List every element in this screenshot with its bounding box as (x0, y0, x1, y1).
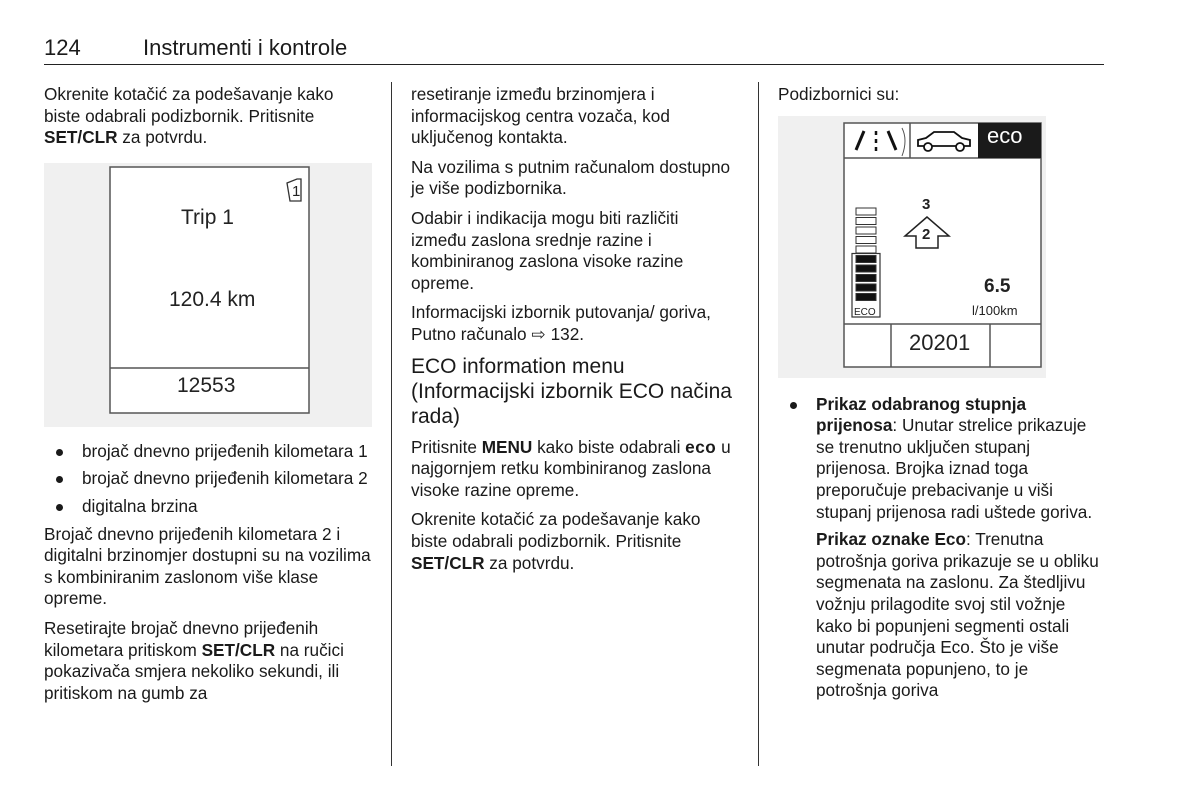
eco-segment-empty (856, 227, 876, 234)
column-divider-2 (758, 82, 759, 766)
column-divider-1 (391, 82, 392, 766)
column-2 (411, 84, 736, 582)
eco-segment-filled (856, 274, 876, 281)
list-item: Prikaz odabranog stupnja prijenosa: Unutar strelice prikazuje se trenutno uključen stupanj prijenosa. Brojka iznad toga preporučuje prebacivanje u viši stupanj prijenosa radi uštede goriva. (778, 394, 1103, 524)
page-number: 124 (44, 35, 81, 60)
page-title: Instrumenti i kontrole (143, 35, 348, 60)
eco-display-figure (778, 116, 1046, 378)
col2-paragraph-1: resetiranje između brzinomjera i informacijskog centra vozača, kod uključenog kontakta. (411, 84, 670, 148)
col2-paragraph-3: Odabir i indikacija mogu biti različiti između zaslona srednje razine i kombiniranog zaslona visoke razine opreme. (411, 207, 684, 293)
col2-paragraph-6: Okrenite kotačić za podešavanje kako biste odabrali podizbornik. Pritisnite SET/CLR za potvrdu. (411, 509, 701, 573)
column-3 (778, 84, 1103, 702)
page-reference-link[interactable]: ⇨ 132. (531, 323, 585, 344)
column-1 (44, 84, 374, 712)
col2-paragraph-5: Pritisnite MENU kako biste odabrali eco u najgornjem retku kombiniranog zaslona visoke razine opreme. (411, 436, 731, 500)
consumption-value: 6.5 (984, 275, 1011, 297)
list-item: brojač dnevno prijeđenih kilometara 2 (44, 468, 374, 490)
trip-distance: 120.4 km (169, 287, 256, 311)
eco-tab-label[interactable]: eco (987, 122, 1023, 148)
trip-display-figure (44, 163, 372, 427)
col2-paragraph-4: Informacijski izbornik putovanja/ goriva, Putno računalo ⇨ 132. (411, 302, 711, 344)
trip-odometer: 12553 (177, 373, 236, 397)
recommended-gear: 3 (922, 195, 931, 213)
eco-zone-label: ECO (854, 306, 876, 318)
page-header (44, 34, 1104, 65)
list-item: digitalna brzina (44, 496, 374, 518)
eco-segment-empty (856, 208, 876, 215)
eco-segment-filled (856, 293, 876, 300)
current-gear: 2 (922, 225, 931, 243)
eco-symbol: eco (685, 436, 717, 457)
eco-segment-empty (856, 236, 876, 243)
eco-odometer: 20201 (909, 329, 971, 355)
eco-segment-filled (856, 284, 876, 291)
trip-label: Trip 1 (181, 205, 234, 229)
trip-corner-label: 1 (292, 182, 301, 200)
col1-paragraph-1: Okrenite kotačić za podešavanje kako biste odabrali podizbornik. Pritisnite SET/CLR za potvrdu. (44, 84, 334, 148)
eco-segment-empty (856, 217, 876, 224)
list-item-continued: Prikaz oznake Eco: Trenutna potrošnja goriva prikazuje se u obliku segmenata na zaslonu. Za štedljivu vožnju prilagodite svoj stil vožnje kako bi popunjeni segmenti ostali unutar područja Eco. Što je više segmenata popunjeno, to je potrošnja goriva (816, 529, 1099, 701)
col1-paragraph-3: Resetirajte brojač dnevno prijeđenih kilometara pritiskom SET/CLR na ručici pokazivača smjera nekoliko sekundi, ili pritiskom na gumb za (44, 617, 344, 703)
eco-segment-filled (856, 265, 876, 272)
section-heading: ECO information menu (Informacijski izbornik ECO načina rada) (411, 354, 732, 428)
col1-paragraph-2: Brojač dnevno prijeđenih kilometara 2 i digitalni brzinomjer dostupni su na vozilima s kombiniranim zaslonom više klase opreme. (44, 523, 371, 609)
eco-segment-empty (856, 246, 876, 253)
col2-paragraph-2: Na vozilima s putnim računalom dostupno je više podizbornika. (411, 156, 731, 199)
eco-segment-filled (856, 255, 876, 262)
col3-intro: Podizbornici su: (778, 84, 900, 104)
consumption-unit: l/100km (972, 302, 1018, 318)
list-item: brojač dnevno prijeđenih kilometara 1 (44, 441, 374, 463)
